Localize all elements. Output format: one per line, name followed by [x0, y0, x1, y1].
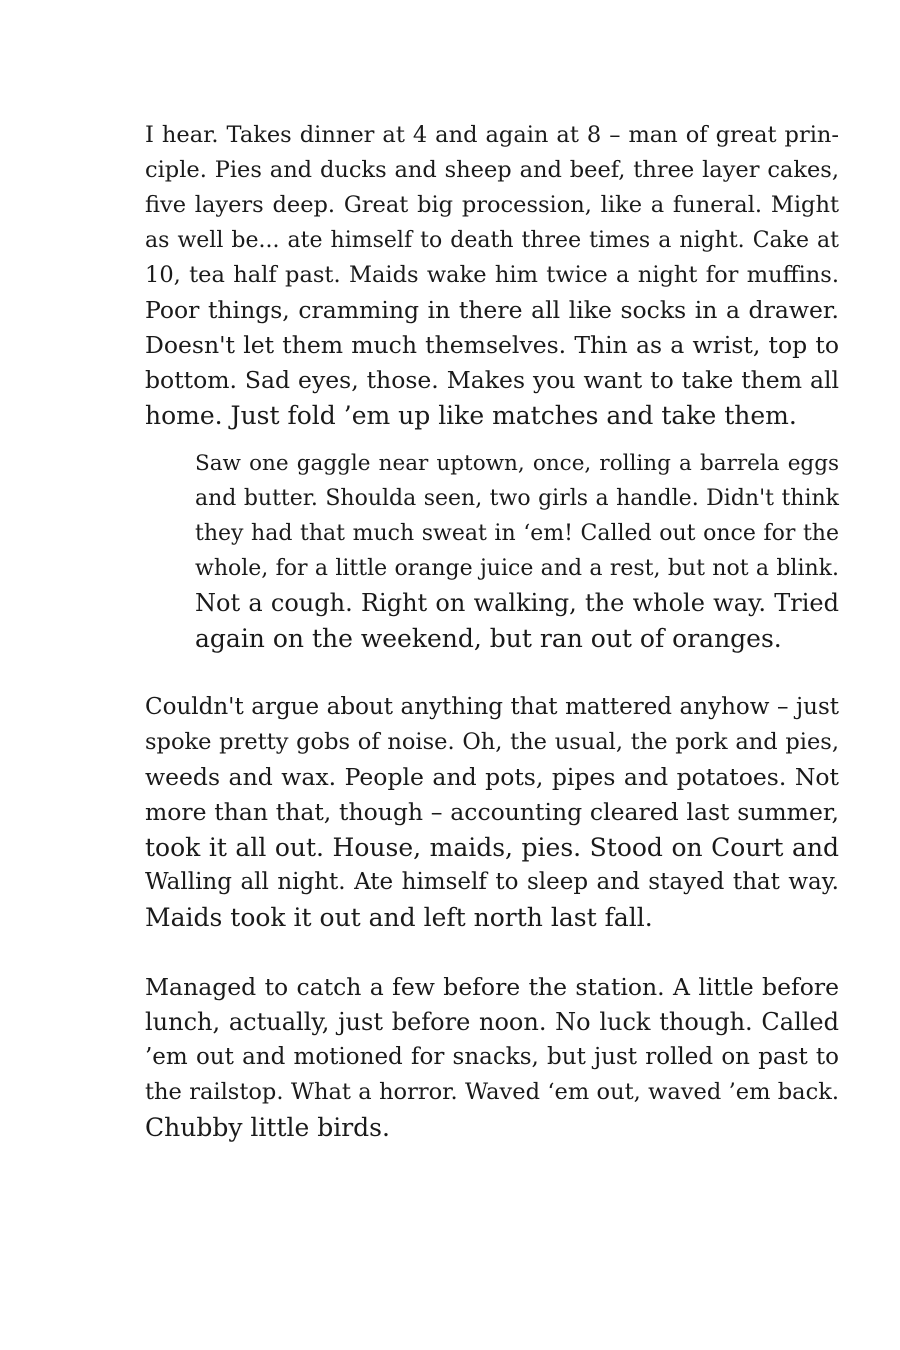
paragraph-line: spoke pretty gobs of noise. Oh, the usual, the pork and pies,: [145, 729, 839, 755]
paragraph-line: Poor things, cramming in there all like socks in a drawer.: [145, 296, 839, 324]
paragraph-line: Managed to catch a few before the station. A little before: [145, 973, 839, 1001]
quote-line: Not a cough. Right on walking, the whole way. Tried: [195, 589, 839, 617]
paragraph-line: the railstop. What a horror. Waved ‘em out, waved ’em back.: [145, 1079, 839, 1105]
block-quote: [195, 446, 839, 656]
paragraph-line: Maids took it out and left north last fall.: [145, 903, 653, 932]
quote-line: Saw one gaggle near uptown, once, rolling a barrela eggs: [195, 451, 839, 476]
paragraph-line: Couldn't argue about anything that mattered anyhow – just: [145, 694, 839, 720]
paragraph-line: ciple. Pies and ducks and sheep and beef, three layer cakes,: [145, 157, 839, 183]
paragraph-line: Chubby little birds.: [145, 1113, 390, 1142]
paragraph-line: Walling all night. Ate himself to sleep and stayed that way.: [145, 869, 839, 895]
paragraph-line: home. Just fold ’em up like matches and take them.: [145, 401, 797, 430]
paragraph-line: Doesn't let them much themselves. Thin as a wrist, top to: [145, 331, 839, 359]
paragraph-line: five layers deep. Great big procession, like a funeral. Might: [145, 192, 839, 218]
paragraph-line: ’em out and motioned for snacks, but just rolled on past to: [145, 1044, 839, 1070]
paragraph-line: weeds and wax. People and pots, pipes and potatoes. Not: [145, 763, 839, 791]
paragraph-line: 10, tea half past. Maids wake him twice a night for muffins.: [145, 262, 839, 288]
quote-line: they had that much sweat in ‘em! Called out once for the: [195, 521, 839, 546]
paragraph-line: took it all out. House, maids, pies. Stood on Court and: [145, 833, 839, 862]
paragraph-2: [145, 690, 839, 935]
paragraph-3: [145, 970, 839, 1145]
paragraph-1: [145, 118, 839, 433]
quote-line: again on the weekend, but ran out of oranges.: [195, 624, 782, 653]
paragraph-line: as well be... ate himself to death three times a night. Cake at: [145, 228, 839, 253]
paragraph-line: bottom. Sad eyes, those. Makes you want to take them all: [145, 366, 839, 394]
quote-line: and butter. Shoulda seen, two girls a handle. Didn't think: [195, 486, 839, 511]
quote-line: whole, for a little orange juice and a rest, but not a blink.: [195, 556, 839, 581]
paragraph-line: I hear. Takes dinner at 4 and again at 8 – man of great prin-: [145, 122, 839, 148]
paragraph-line: more than that, though – accounting cleared last summer,: [145, 798, 839, 826]
paragraph-line: lunch, actually, just before noon. No luck though. Called: [145, 1008, 839, 1036]
